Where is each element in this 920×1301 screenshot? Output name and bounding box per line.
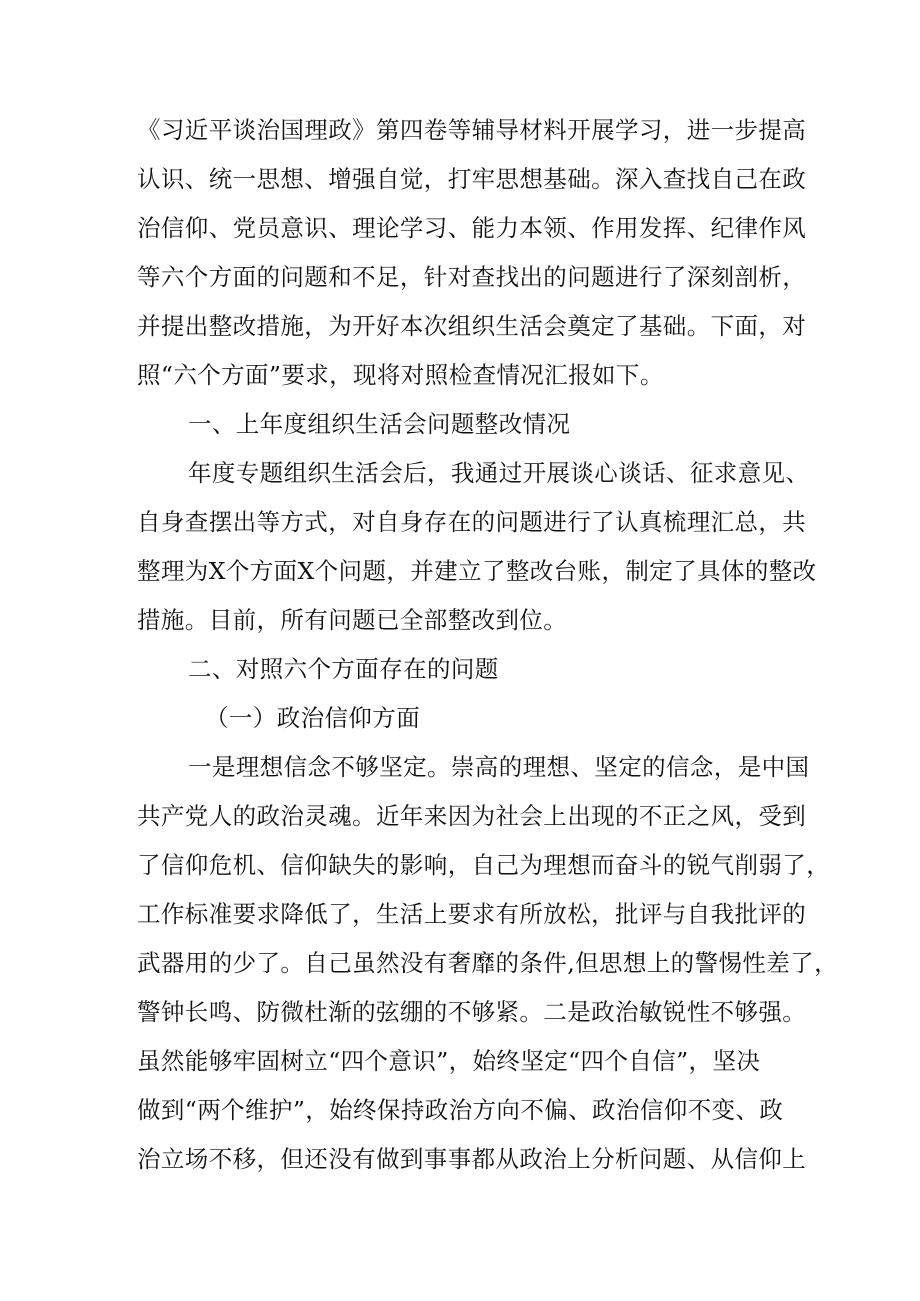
text-line: 虽然能够牢固树立“四个意识”，始终坚定“四个自信”，坚决 [137,1047,761,1075]
text-line: 武器用的少了。自己虽然没有奢靡的条件,但思想上的警惕性差了， [137,949,838,977]
text-line: 自身查摆出等方式，对自身存在的问题进行了认真梳理汇总，共 [137,508,807,536]
text-line: 等六个方面的问题和不足，针对查找出的问题进行了深刻剖析， [137,263,807,291]
subsection-heading: （一）政治信仰方面 [205,704,421,732]
text-line: 认识、统一思想、增强自觉，打牢思想基础。深入查找自己在政 [137,165,807,193]
paragraph-start: 一是理想信念不够坚定。崇高的理想、坚定的信念，是中国 [188,753,810,781]
text-line: 共产党人的政治灵魂。近年来因为社会上出现的不正之风，受到 [137,802,807,830]
text-line: 治立场不移，但还没有做到事事都从政治上分析问题、从信仰上 [137,1145,807,1173]
text-line: 了信仰危机、信仰缺失的影响，自己为理想而奋斗的锐气削弱了， [137,851,831,879]
section-heading: 二、对照六个方面存在的问题 [188,655,499,683]
text-line: 并提出整改措施，为开好本次组织生活会奠定了基础。下面，对 [137,312,807,340]
text-line: 措施。目前，所有问题已全部整改到位。 [137,606,568,634]
text-line: 整理为X个方面X个问题，并建立了整改台账，制定了具体的整改 [137,557,817,585]
text-line: 工作标准要求降低了，生活上要求有所放松，批评与自我批评的 [137,900,807,928]
paragraph-start: 年度专题组织生活会后，我通过开展谈心谈话、征求意见、 [188,459,810,487]
text-line: 做到“两个维护”，始终保持政治方向不偏、政治信仰不变、政 [137,1096,784,1124]
text-line: 警钟长鸣、防微杜渐的弦绷的不够紧。二是政治敏锐性不够强。 [137,998,807,1026]
text-line: 治信仰、党员意识、理论学习、能力本领、作用发挥、纪律作风 [137,214,807,242]
text-line: 《习近平谈治国理政》第四卷等辅导材料开展学习，进一步提高 [137,116,807,144]
section-heading: 一、上年度组织生活会问题整改情况 [188,410,571,438]
text-line: 照“六个方面”要求，现将对照检查情况汇报如下。 [137,361,664,389]
